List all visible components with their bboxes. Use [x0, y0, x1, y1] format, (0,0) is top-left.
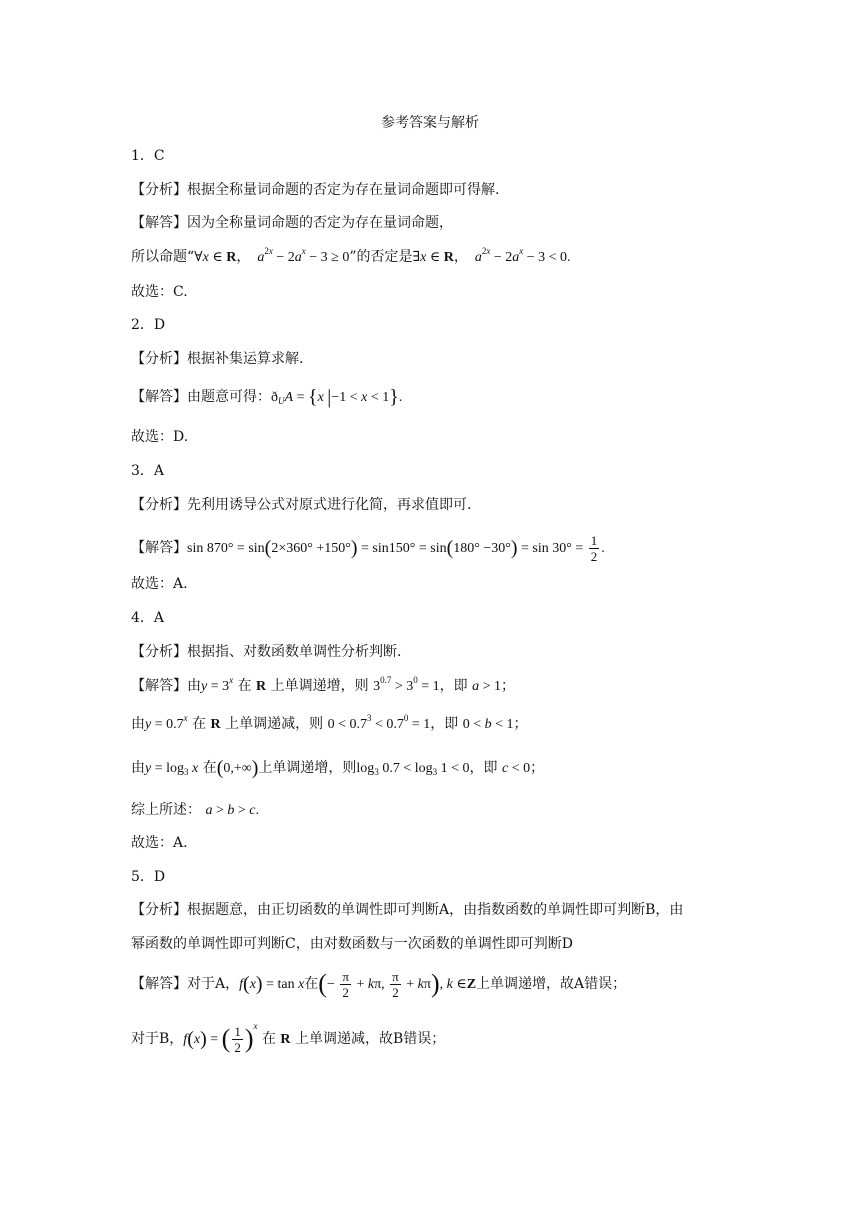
q5-analysis-2: 幂函数的单调性即可判断C，由对数函数与一次函数的单调性即可判断D [131, 936, 573, 952]
solution-text: 因为全称量词命题的否定为存在量词命题， [187, 215, 453, 231]
q2-choice: 故选：D. [131, 429, 189, 445]
analysis-text: 根据全称量词命题的否定为存在量词命题即可得解. [187, 182, 500, 198]
formula: sin 870° = sin(2×360° +150°) = sin150° = sin(180° −30°) = sin 30° = $\frac{1}{2}$ . [187, 533, 605, 565]
q3-analysis: 【分析】先利用诱导公式对原式进行化简，再求值即可. [131, 497, 472, 513]
q4-analysis: 【分析】根据指、对数函数单调性分析判断. [131, 644, 402, 660]
formula: $ð_UA = \{x$ |−1 < x < 1}. [271, 386, 403, 408]
q1-solution-line: 所以命题“∀x ∈ R， $a^{2x} - 2a^x - 3 \ge 0$”的否定是∃x ∈ R， $a^{2x} - 2a^x - 3 < 0$. [131, 246, 571, 265]
q1-choice: 故选：C. [131, 284, 188, 300]
q5-answer: 5．D [131, 869, 166, 885]
q4-solution-b: 由$y = 0.7^x$ 在 R 上单调递减，则 $0 < 0.7^3 < 0.7^0 = 1$，即 0 < b < 1； [131, 713, 528, 732]
q4-solution-c: 由$y = \log_3 x$ 在(0,+∞)上单调递增，则$\log_3 0.7 < \log_3 1 < 0$，即 c < 0； [131, 757, 545, 779]
q3-solution: 【解答】sin 870° = sin(2×360° +150°) = sin150° = sin(180° −30°) = sin 30° = $\frac{1}{2}$ . [131, 533, 605, 565]
q1-analysis [131, 180, 499, 200]
analysis-tag: 【分析】 [131, 182, 187, 198]
solution-tag: 【解答】 [131, 215, 187, 231]
q3-answer: 3．A [131, 463, 165, 479]
q2-solution: 【解答】由题意可得：$ð_UA = \{x$ |−1 < x < 1}. [131, 386, 403, 408]
q5-analysis-1: 【分析】根据题意，由正切函数的单调性即可判断A，由指数函数的单调性即可判断B，由 [131, 902, 684, 918]
q3-choice: 故选：A. [131, 576, 188, 592]
q5-solution-b: 对于B，f(x) = ( $\frac{1}{2}$ )$^x$ 在 R 上单调递减，故B错误； [131, 1021, 446, 1056]
q4-solution-a: 【解答】由$y = 3^x$ 在 R 上单调递增，则 $3^{0.7} > 3^0 = 1$，即 a > 1； [131, 675, 515, 694]
q2-analysis: 【分析】根据补集运算求解. [131, 351, 304, 367]
page-title: 参考答案与解析 [381, 115, 479, 131]
formula: ∀x ∈ R， $a^{2x} - 2a^x - 3 \ge 0$ [194, 246, 350, 265]
q4-answer: 4．A [131, 610, 165, 626]
q5-solution-a: 【解答】对于A，f(x) = tan x在(− $\frac{\pi}{2}$ + kπ, $\frac{\pi}{2}$ + kπ), k ∈Z上单调递增，故A错误； [131, 969, 627, 1001]
q2-answer: 2．D [131, 317, 166, 333]
formula: ∃x ∈ R， $a^{2x} - 2a^x - 3 < 0$. [412, 246, 571, 265]
q4-choice: 故选：A. [131, 835, 188, 851]
q4-summary: 综上所述： a > b > c. [131, 802, 259, 818]
q1-answer: 1．C [131, 148, 165, 164]
q1-solution [131, 213, 453, 233]
